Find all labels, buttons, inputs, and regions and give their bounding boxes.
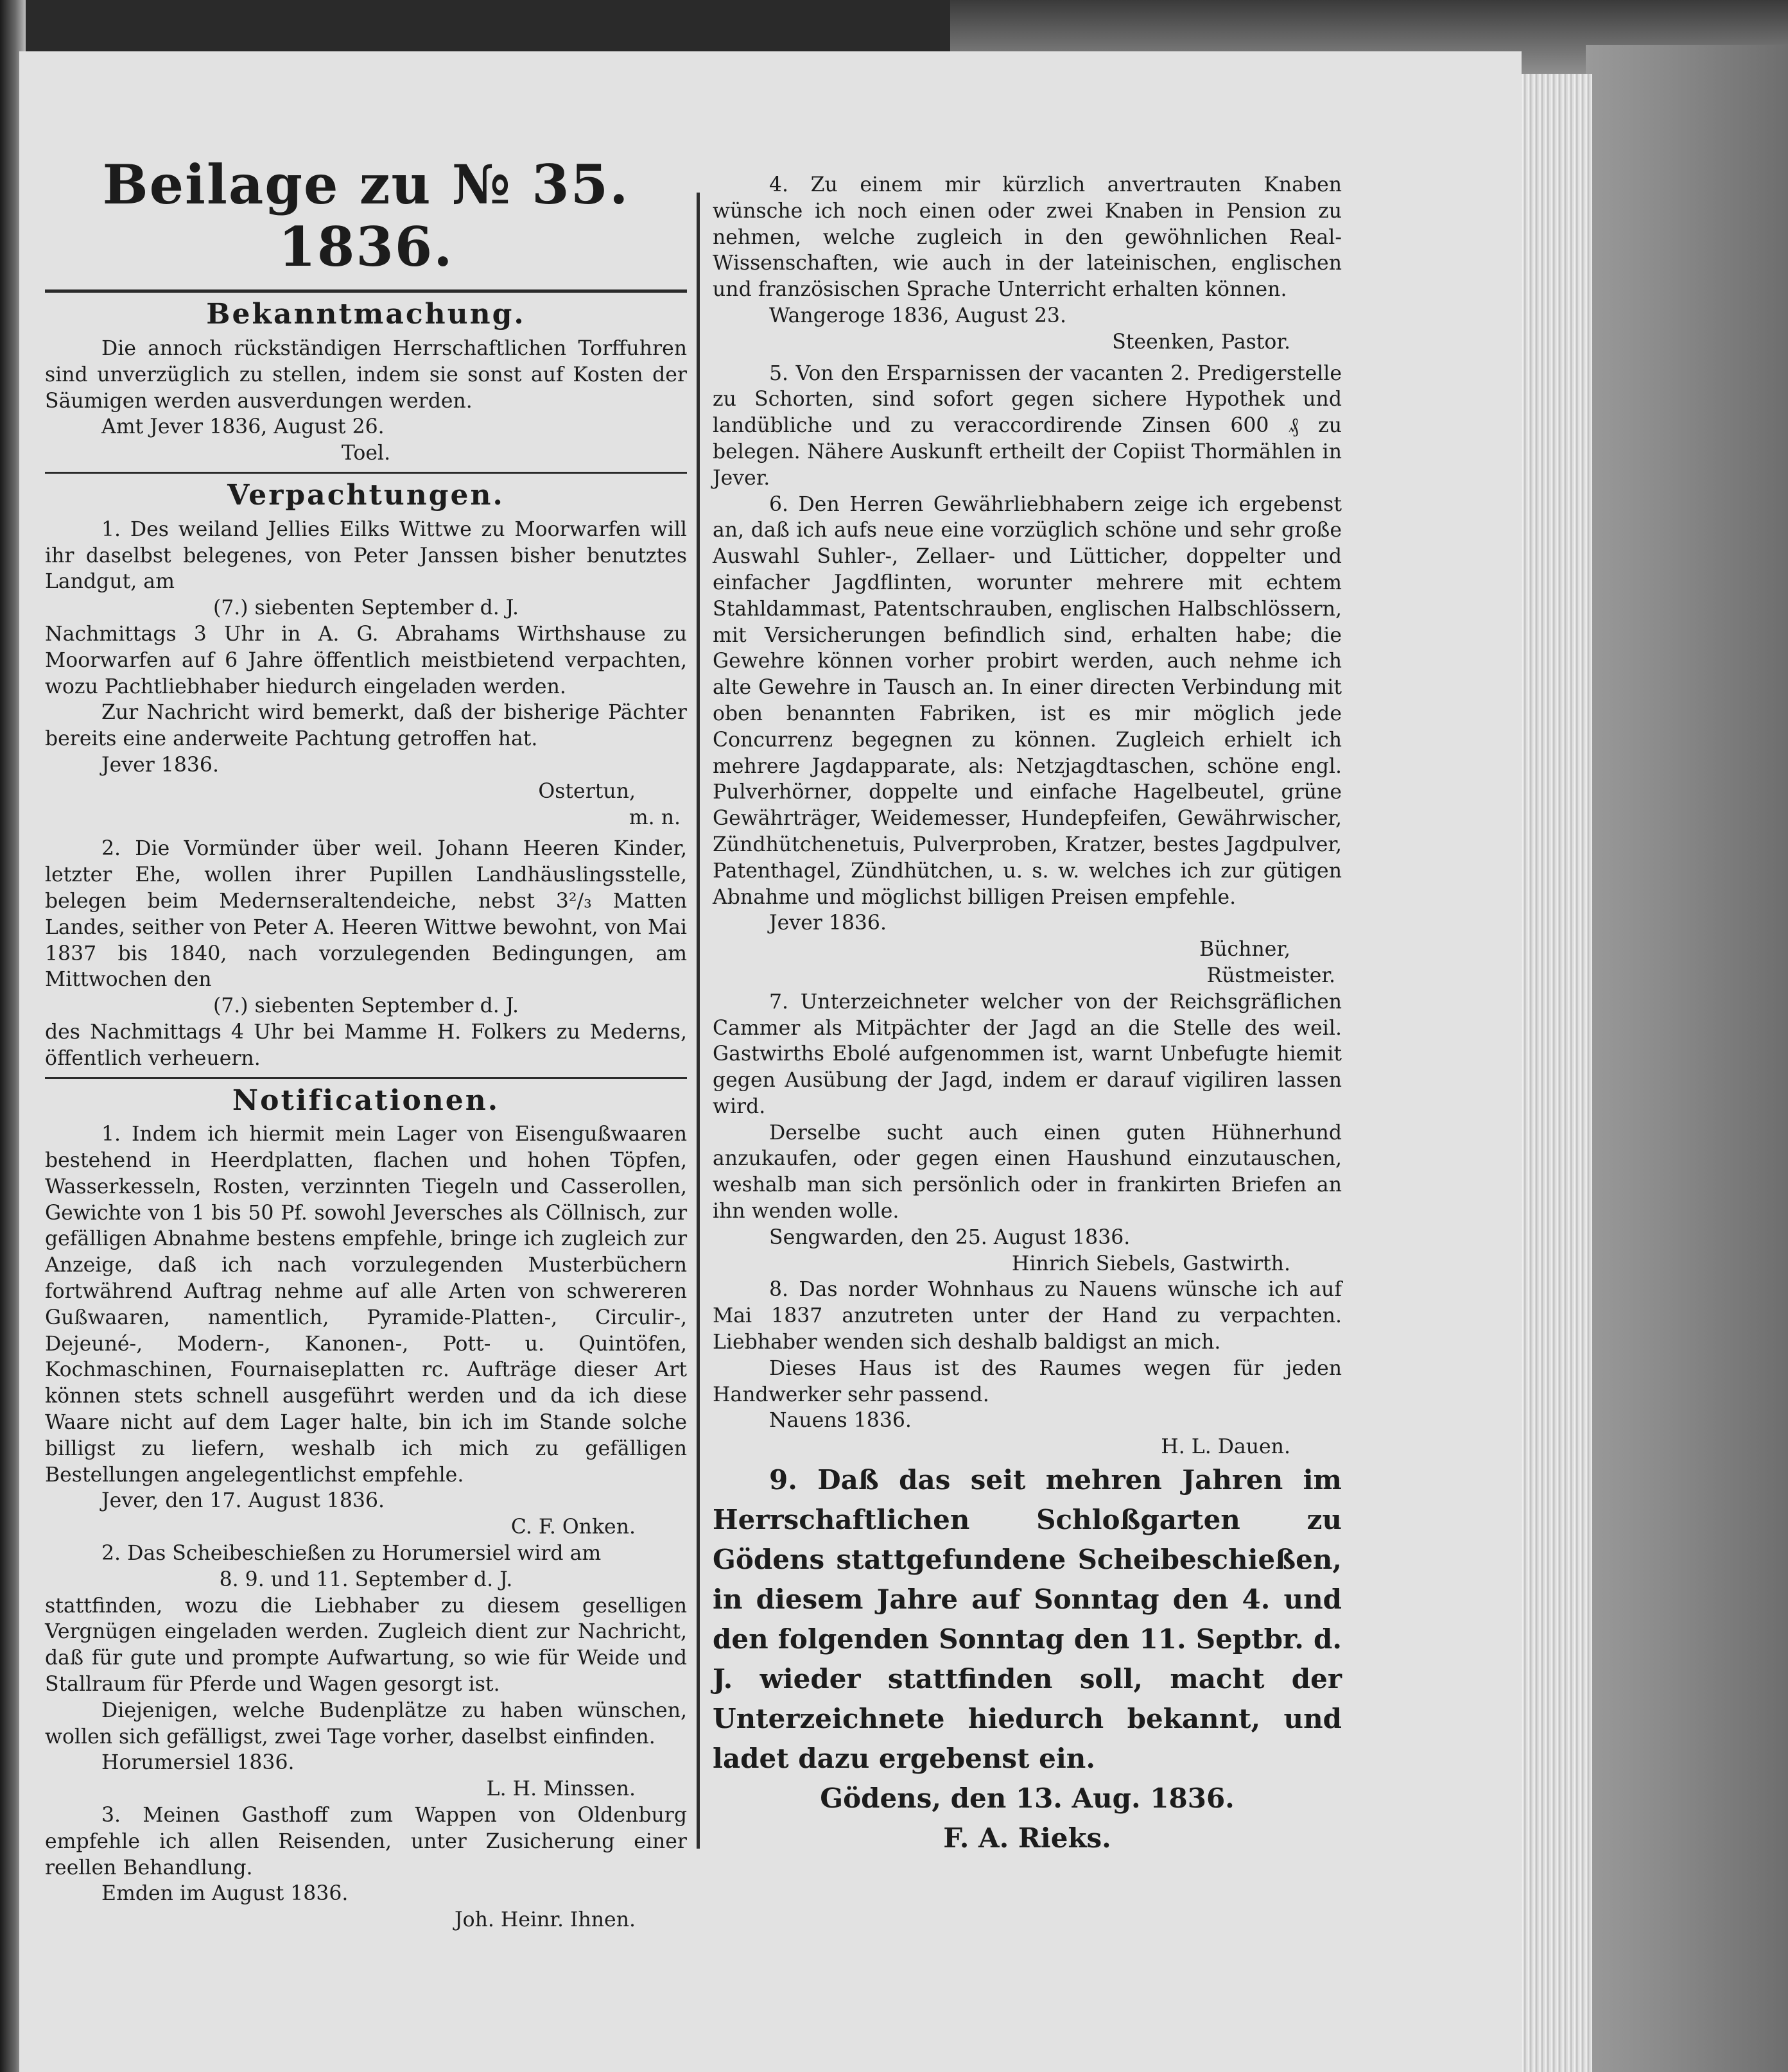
notification-2-text2: stattfinden, wozu die Liebhaber zu diesem geselligen Vergnügen eingeladen werden. Zugleich dient zur Nachricht, daß für gute und prompte Aufwartung, so wie für Weide und Stallraum für Pferde und Wagen gesorgt ist. [45, 1594, 687, 1696]
notice-8-signature: H. L. Dauen. [1161, 1435, 1290, 1459]
heading-bekanntmachung: Bekanntmachung. [206, 298, 526, 331]
notice-7-place: Sengwarden, den 25. August 1836. [769, 1225, 1131, 1249]
notice-9-place: Gödens, den 13. Aug. 1836. [820, 1783, 1235, 1815]
notice-9-block [713, 1460, 1342, 1858]
notice-8-note: Dieses Haus ist des Raumes wegen für jeden Handwerker sehr passend. [713, 1356, 1342, 1406]
notice-9-signature: F. A. Rieks. [943, 1822, 1111, 1854]
left-column [45, 154, 687, 1933]
notice-4-place: Wangeroge 1836, August 23. [769, 304, 1066, 327]
heading-notificationen: Notificationen. [232, 1083, 500, 1117]
column-rule [697, 193, 700, 1849]
notice-9-text: 9. Daß das seit mehren Jahren im Herrschaftlichen Schloßgarten zu Gödens stattgefundene Scheibeschießen, in diesem Jahre auf Sonntag den 4. und den folgenden Sonntag den 11. Septbr. d. J. wieder stattfinden soll, macht der Unterzeichnete hiedurch bekannt, und ladet dazu ergebenst ein. [713, 1464, 1342, 1775]
notice-7-signature: Hinrich Siebels, Gastwirth. [1011, 1252, 1290, 1275]
notice-7-text: 7. Unterzeichneter welcher von der Reichsgräflichen Cammer als Mitpächter der Jagd an die Stelle des weil. Gastwirths Ebolé aufgenommen ist, warnt Unbefugte hiemit gegen Ausübung der Jagd, indem er darauf vigiliren lassen wird. [713, 990, 1342, 1118]
notice-4-text: 4. Zu einem mir kürzlich anvertrauten Knaben wünsche ich noch einen oder zwei Knaben in Pension zu nehmen, welche zugleich in den gewöhnlichen Real-Wissenschaften, wie auch in der lateinischen, englischen und französischen Sprache Unterricht erhalten können. [713, 173, 1342, 302]
page-stack [1515, 74, 1592, 2072]
bekanntmachung-place: Amt Jever 1836, August 26. [101, 415, 385, 439]
bekanntmachung-text: Die annoch rückständigen Herrschaftlichen Torffuhren sind unverzüglich zu stellen, indem sie sonst auf Kosten der Säumigen werden ausverdungen werden. [45, 336, 687, 413]
verpachtung-1-signature-sub: m. n. [629, 806, 681, 829]
masthead: Beilage zu № 35. 1836. [102, 153, 630, 279]
verpachtung-1-note: Zur Nachricht wird bemerkt, daß der bisherige Pächter bereits eine anderweite Pachtung getroffen hat. [45, 701, 687, 751]
right-column [713, 172, 1342, 1858]
notice-6-signature-title: Rüstmeister. [1206, 963, 1335, 987]
verpachtung-1-text: 1. Des weiland Jellies Eilks Wittwe zu Moorwarfen will ihr daselbst belegenes, von Peter Janssen bisher benutztes Landgut, am [45, 517, 687, 594]
notification-2-place: Horumersiel 1836. [101, 1751, 295, 1775]
notice-8-text: 8. Das norder Wohnhaus zu Nauens wünsche ich auf Mai 1837 anzutreten unter der Hand zu verpachten. Liebhaber wenden sich deshalb baldigst an mich. [713, 1278, 1342, 1354]
verpachtung-1-date: (7.) siebenten September d. J. [213, 596, 519, 620]
verpachtung-1-signature: Ostertun, [538, 779, 636, 803]
heading-verpachtungen: Verpachtungen. [227, 478, 505, 512]
verpachtung-2-date: (7.) siebenten September d. J. [213, 994, 519, 1018]
notice-6-signature: Büchner, [1199, 938, 1290, 962]
notice-6-text: 6. Den Herren Gewährliebhabern zeige ich ergebenst an, daß ich aufs neue eine vorzüglich schöne und sehr große Auswahl Suhler-, Zellaer- und Lütticher, doppelter und einfacher Jagdflinten, worunter mehrere mit echtem Stahldammast, Patentschrauben, englischen Halbschlössern, mit Versicherungen befindlich sind, erhalten habe; die Gewehre können vorher probirt werden, auch nehme ich alte Gewehre in Tausch an. In einer directen Verbindung mit oben benannten Fabriken, ist es mir möglich jede Concurrenz begegnen zu können. Zugleich erhielt ich mehrere Jagdapparate, als: Netzjagdtaschen, schöne engl. Pulverhörner, doppelte und einfache Hagelbeutel, grüne Gewährträger, Weidemesser, Hundepfeifen, Gewährwischer, Zündhütchenetuis, Pulverproben, Kratzer, bestes Jagdpulver, Patenthagel, Zündhütchen, u. s. w. welches ich zur gütigen Abnahme und möglichst billigen Preisen empfehle. [713, 492, 1342, 909]
masthead-rule [45, 289, 687, 293]
section-rule [45, 472, 687, 474]
book-cover [1586, 45, 1788, 2072]
verpachtung-1-place: Jever 1836. [101, 753, 219, 777]
section-rule [45, 1077, 687, 1079]
notification-2-date: 8. 9. und 11. September d. J. [219, 1567, 513, 1591]
notification-3-place: Emden im August 1836. [101, 1882, 349, 1906]
bekanntmachung-signature: Toel. [341, 442, 391, 465]
verpachtung-2-text: 2. Die Vormünder über weil. Johann Heeren Kinder, letzter Ehe, wollen ihrer Pupillen Landhäuslingsstelle, belegen beim Medernseraltendeiche, nebst 3²/₃ Matten Landes, seither von Peter A. Heeren Wittwe bewohnt, von Mai 1837 bis 1840, nach vorzulegenden Bedingungen, am Mittwochen den [45, 837, 687, 992]
notification-1-place: Jever, den 17. August 1836. [101, 1489, 385, 1513]
notification-3-text: 3. Meinen Gasthoff zum Wappen von Oldenburg empfehle ich allen Reisenden, unter Zusicherung einer reellen Behandlung. [45, 1804, 687, 1879]
notification-2-signature: L. H. Minssen. [486, 1777, 636, 1801]
notice-5-text: 5. Von den Ersparnissen der vacanten 2. Predigerstelle zu Schorten, sind sofort gegen sichere Hypothek und landübliche und zu veraccordirende Zinsen 600 ₰ zu belegen. Nähere Auskunft ertheilt der Copiist Thormählen in Jever. [713, 361, 1342, 490]
notification-1-text: 1. Indem ich hiermit mein Lager von Eisengußwaaren bestehend in Heerdplatten, flachen und hohen Töpfen, Wasserkesseln, Rosten, verzinnten Tiegeln und Casserollen, Gewichte von 1 bis 50 Pf. sowohl Jeversches als Cöllnisch, zur gefälligen Abnahme bestens empfehle, bringe ich zugleich zur Anzeige, daß ich nach vorzulegenden Musterbüchern fortwährend Auftrag nehme auf alle Arten von schwereren Gußwaaren, namentlich, Pyramide-Platten-, Circulir-, Dejeuné-, Modern-, Kanonen-, Pott- u. Quintöfen, Kochmaschinen, Fournaiseplatten rc. Aufträge dieser Art können stets schnell ausgeführt werden und da ich diese Waare nicht auf dem Lager halte, bin ich im Stande solche billigst zu liefern, weshalb ich mich zu gefälligen Bestellungen angelegentlichst empfehle. [45, 1123, 687, 1487]
notification-3-signature: Joh. Heinr. Ihnen. [455, 1908, 636, 1932]
notice-6-place: Jever 1836. [769, 911, 887, 935]
notification-2-text: 2. Das Scheibeschießen zu Horumersiel wird am [101, 1542, 602, 1566]
notice-7-note: Derselbe sucht auch einen guten Hühnerhund anzukaufen, oder gegen einen Haushund einzutauschen, weshalb man sich persönlich oder in frankirten Briefen an ihn wenden wolle. [713, 1121, 1342, 1223]
notice-8-place: Nauens 1836. [769, 1409, 912, 1433]
verpachtung-1-text2: Nachmittags 3 Uhr in A. G. Abrahams Wirthshause zu Moorwarfen auf 6 Jahre öffentlich meistbietend verpachten, wozu Pachtliebhaber hiedurch eingeladen werden. [45, 622, 687, 698]
notification-1-signature: C. F. Onken. [510, 1515, 636, 1539]
notice-4-signature: Steenken, Pastor. [1112, 330, 1290, 354]
verpachtung-2-text2: des Nachmittags 4 Uhr bei Mamme H. Folkers zu Mederns, öffentlich verheuern. [45, 1020, 687, 1070]
notification-2-note: Diejenigen, welche Budenplätze zu haben wünschen, wollen sich gefälligst, zwei Tage vorher, daselbst einfinden. [45, 1698, 687, 1748]
